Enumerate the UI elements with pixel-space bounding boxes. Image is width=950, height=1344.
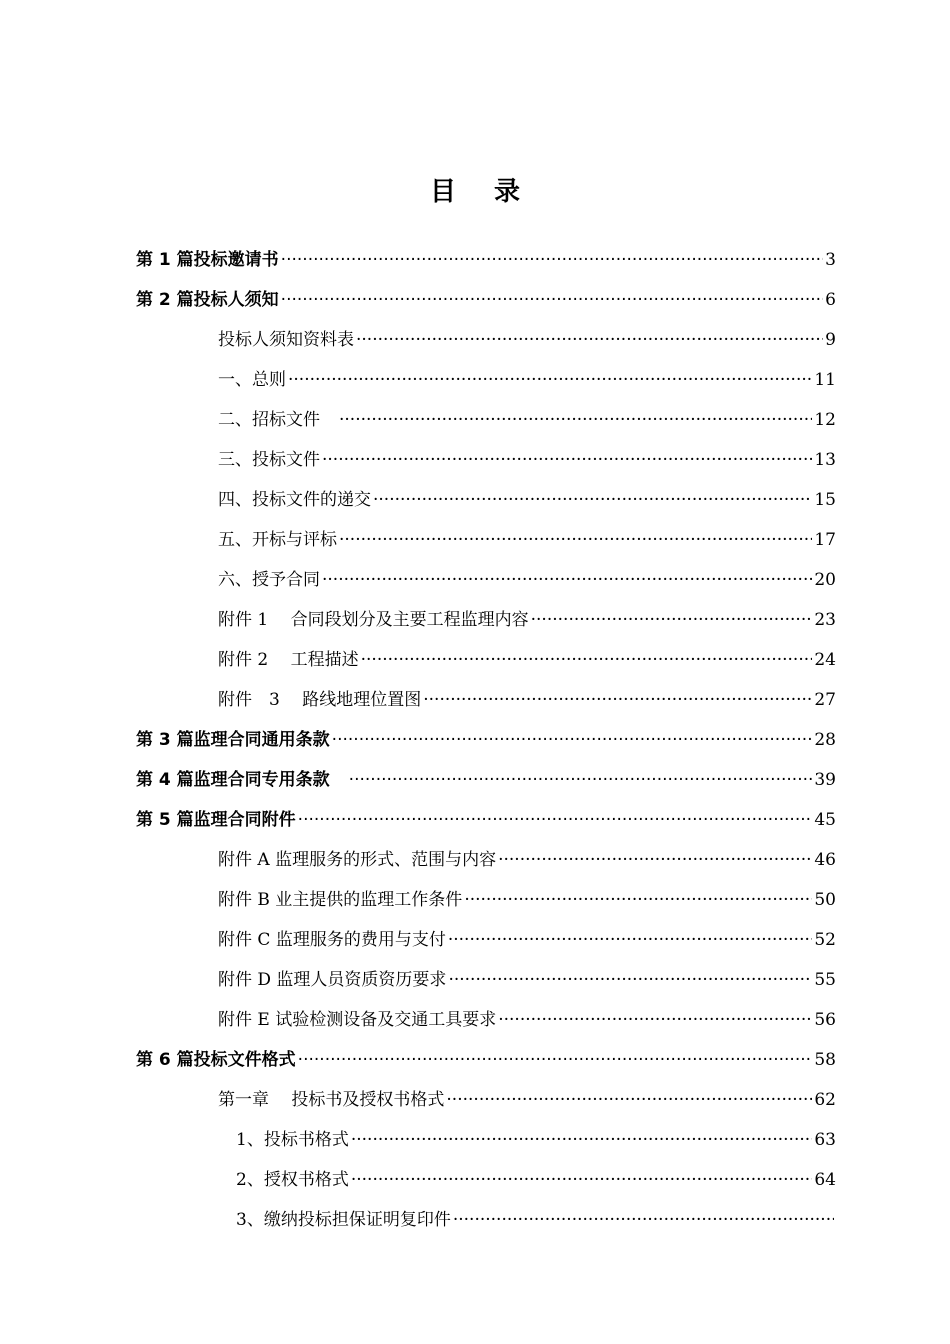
toc-entry[interactable]	[218, 840, 836, 880]
toc-leader-dots	[351, 1170, 813, 1190]
toc-leader-dots	[322, 450, 812, 470]
toc-entry[interactable]	[218, 360, 836, 400]
toc-leader-dots	[349, 770, 813, 790]
toc-entry[interactable]	[218, 520, 836, 560]
toc-entry[interactable]	[218, 920, 836, 960]
toc-leader-dots	[446, 1090, 812, 1110]
toc-leader-dots	[498, 850, 812, 870]
toc-page-number: 6	[825, 290, 836, 310]
toc-leader-dots	[298, 1050, 813, 1070]
toc-entry[interactable]	[218, 400, 836, 440]
toc-page-number: 24	[814, 650, 836, 670]
toc-leader-dots	[298, 810, 813, 830]
toc-part-label: 第 4 篇	[136, 770, 194, 790]
toc-part-label: 第 6 篇	[136, 1050, 194, 1070]
toc-page-number: 28	[814, 730, 836, 750]
toc-page-number: 3	[825, 250, 836, 270]
toc-leader-dots	[281, 290, 824, 310]
toc-leader-dots	[339, 530, 812, 550]
toc-entry-title: 监理合同附件	[193, 810, 296, 830]
toc-entry[interactable]	[236, 1120, 836, 1160]
toc-entry-title: 一、总则	[218, 370, 286, 390]
toc-page-number: 9	[825, 330, 836, 350]
toc-leader-dots	[288, 370, 812, 390]
toc-leader-dots	[356, 330, 823, 350]
toc-page-number: 17	[814, 530, 836, 550]
toc-entry[interactable]	[236, 1200, 836, 1240]
toc-page-number: 27	[814, 690, 836, 710]
toc-entry-title: 投标人须知资料表	[218, 330, 354, 350]
toc-entry-title: 附件 1 合同段划分及主要工程监理内容	[218, 610, 529, 630]
toc-entry-title: 附件 3 路线地理位置图	[218, 690, 422, 710]
toc-entry-part-5[interactable]	[136, 800, 836, 840]
toc-entry-title: 附件 2 工程描述	[218, 650, 359, 670]
toc-entry-title: 六、授予合同	[218, 570, 320, 590]
toc-leader-dots	[332, 730, 813, 750]
toc-leader-dots	[448, 930, 813, 950]
toc-entry-title: 五、开标与评标	[218, 530, 337, 550]
toc-entry-title: 投标邀请书	[193, 250, 279, 270]
toc-leader-dots	[531, 610, 813, 630]
toc-page-number: 64	[814, 1170, 836, 1190]
toc-part-label: 第 1 篇	[136, 250, 194, 270]
toc-entry-part-1[interactable]	[136, 240, 836, 280]
toc-leader-dots	[322, 570, 812, 590]
toc-page-number: 55	[814, 970, 836, 990]
toc-entry-title: 3、缴纳投标担保证明复印件	[236, 1210, 451, 1230]
toc-entry-title: 附件 B 业主提供的监理工作条件	[218, 890, 463, 910]
toc-leader-dots	[281, 250, 824, 270]
toc-entry-title: 1、投标书格式	[236, 1130, 349, 1150]
toc-leader-dots	[361, 650, 813, 670]
toc-entry[interactable]	[218, 880, 836, 920]
toc-part-label: 第 3 篇	[136, 730, 194, 750]
title-char-2: 录	[494, 177, 521, 207]
toc-entry-title: 投标人须知	[193, 290, 279, 310]
toc-entry-title: 监理合同通用条款	[193, 730, 330, 750]
toc-entry-part-6[interactable]	[136, 1040, 836, 1080]
toc-entry-title: 附件 A 监理服务的形式、范围与内容	[218, 850, 497, 870]
toc-page-number: 63	[814, 1130, 836, 1150]
toc-leader-dots	[453, 1210, 834, 1230]
toc-entry[interactable]	[218, 960, 836, 1000]
toc-entry[interactable]	[218, 600, 836, 640]
toc-leader-dots	[448, 970, 812, 990]
toc-page-number: 12	[814, 410, 836, 430]
toc-entry-title: 附件 D 监理人员资质资历要求	[218, 970, 447, 990]
toc-entry[interactable]	[236, 1160, 836, 1200]
toc-leader-dots	[373, 490, 812, 510]
toc-part-label: 第 5 篇	[136, 810, 194, 830]
toc-leader-dots	[498, 1010, 812, 1030]
toc-entry[interactable]	[218, 640, 836, 680]
toc-page-number: 23	[814, 610, 836, 630]
toc-entry-title: 投标文件格式	[193, 1050, 296, 1070]
toc-entry-title: 四、投标文件的递交	[218, 490, 371, 510]
toc-leader-dots	[423, 690, 812, 710]
toc-page-number: 56	[814, 1010, 836, 1030]
toc-entry-title: 二、招标文件	[218, 410, 337, 430]
toc-entry[interactable]	[218, 440, 836, 480]
toc-leader-dots	[339, 410, 812, 430]
toc-entry[interactable]	[218, 480, 836, 520]
toc-leader-dots	[464, 890, 812, 910]
toc-page-number: 46	[814, 850, 836, 870]
toc-entry-title: 三、投标文件	[218, 450, 320, 470]
toc-page-number: 11	[814, 370, 836, 390]
toc-page-number: 58	[814, 1050, 836, 1070]
toc-entry-title: 2、授权书格式	[236, 1170, 349, 1190]
title-char-1: 目	[429, 177, 456, 207]
toc-part-label: 第 2 篇	[136, 290, 194, 310]
toc-entry-part-2[interactable]	[136, 280, 836, 320]
toc-page-number: 39	[814, 770, 836, 790]
page-title	[0, 174, 950, 210]
toc-entry[interactable]	[218, 1080, 836, 1120]
toc-entry[interactable]	[218, 560, 836, 600]
toc-entry[interactable]	[218, 320, 836, 360]
toc-page-number: 20	[814, 570, 836, 590]
toc-page-number: 13	[814, 450, 836, 470]
toc-entry-title: 第一章 投标书及授权书格式	[218, 1090, 445, 1110]
toc-page-number: 52	[814, 930, 836, 950]
toc-entry-part-4[interactable]	[136, 760, 836, 800]
toc-page-number: 15	[814, 490, 836, 510]
toc-entry-title: 附件 E 试验检测设备及交通工具要求	[218, 1010, 497, 1030]
toc-entry-title: 附件 C 监理服务的费用与支付	[218, 930, 446, 950]
toc-page-number: 45	[814, 810, 836, 830]
toc-entry[interactable]	[218, 1000, 836, 1040]
toc-entry-title: 监理合同专用条款	[193, 770, 347, 790]
toc-entry-part-3[interactable]	[136, 720, 836, 760]
toc-leader-dots	[351, 1130, 813, 1150]
toc-page-number: 62	[814, 1090, 836, 1110]
toc-page-number: 50	[814, 890, 836, 910]
toc-entry[interactable]	[218, 680, 836, 720]
